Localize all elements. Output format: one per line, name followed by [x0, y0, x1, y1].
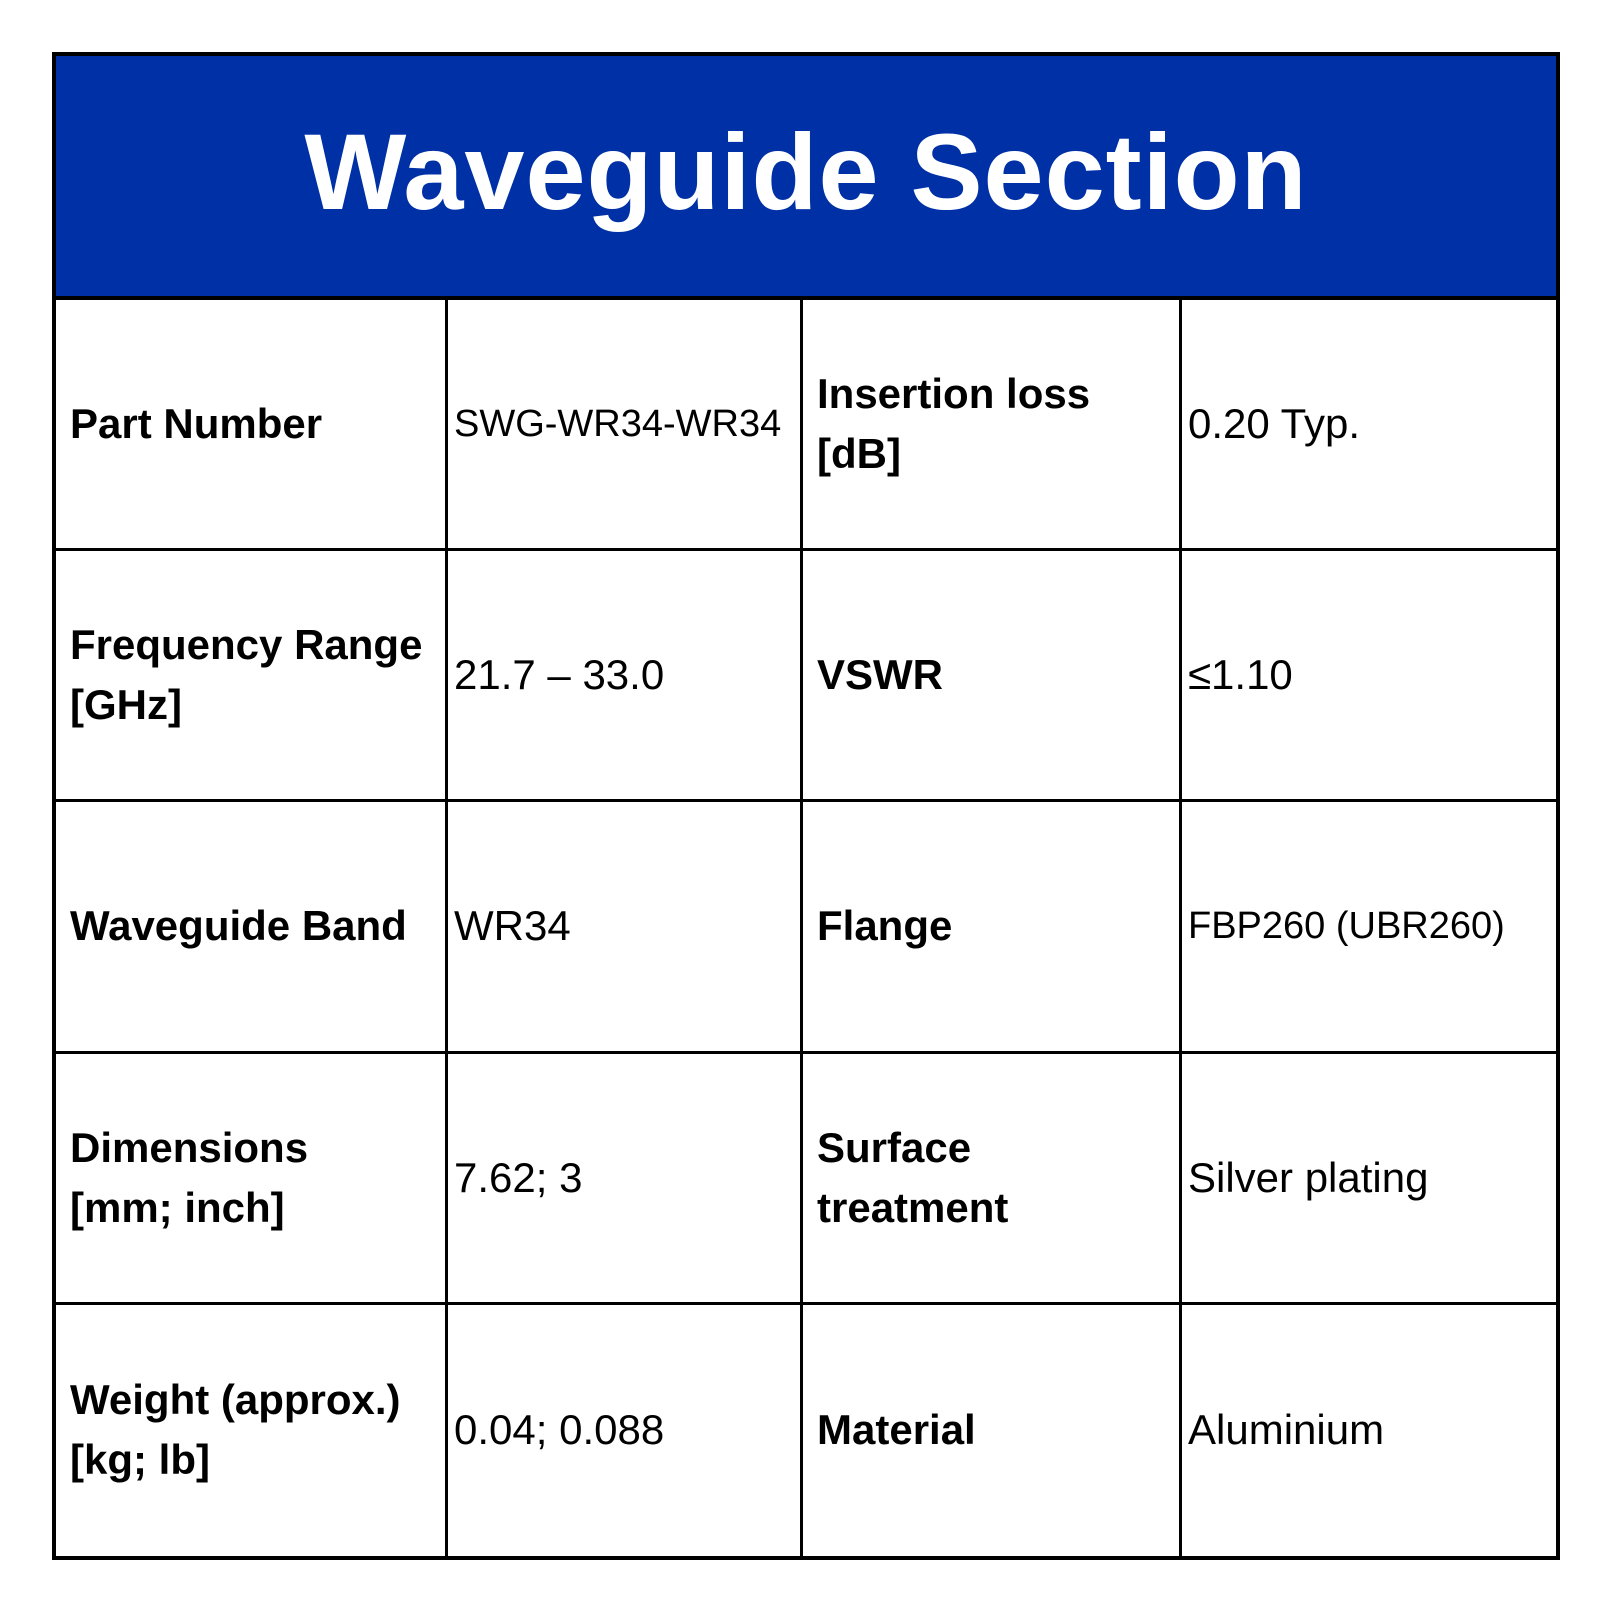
spec-label-material [803, 1305, 1182, 1556]
label-text: Insertion loss [dB] [817, 370, 1091, 478]
spec-label-waveguide-band [56, 802, 448, 1053]
spec-label-vswr [803, 551, 1182, 802]
label-text: VSWR [817, 651, 943, 699]
spec-label-frequency-range [56, 551, 448, 802]
label-text: Flange [817, 902, 953, 950]
label-text: Frequency Range [GHz] [70, 621, 423, 729]
spec-value-surface-treatment: Silver plating [1182, 1054, 1556, 1305]
page-title: Waveguide Section [304, 111, 1308, 232]
label-text: Dimensions [mm; inch] [70, 1123, 309, 1231]
spec-value-waveguide-band: WR34 [448, 802, 803, 1053]
spec-sheet-card [52, 52, 1560, 1560]
spec-label-surface-treatment [803, 1054, 1182, 1305]
label-text: Waveguide Band [70, 902, 407, 950]
spec-table [56, 300, 1556, 1556]
label-text: Surface treatment [817, 1123, 1009, 1231]
label-text: Part Number [70, 400, 323, 448]
spec-label-flange [803, 802, 1182, 1053]
spec-value-insertion-loss: 0.20 Typ. [1182, 300, 1556, 551]
spec-label-dimensions [56, 1054, 448, 1305]
spec-value-flange: FBP260 (UBR260) [1182, 802, 1556, 1053]
spec-value-vswr: ≤1.10 [1182, 551, 1556, 802]
spec-label-weight [56, 1305, 448, 1556]
label-text: Material [817, 1406, 976, 1454]
spec-value-dimensions: 7.62; 3 [448, 1054, 803, 1305]
spec-label-insertion-loss [803, 300, 1182, 551]
spec-value-material: Aluminium [1188, 1406, 1385, 1454]
spec-value-part-number: SWG-WR34-WR34 [448, 300, 803, 551]
title-bar [56, 56, 1556, 300]
spec-value-frequency-range: 21.7 – 33.0 [448, 551, 803, 802]
label-text: Weight (approx.) [kg; lb] [70, 1376, 401, 1484]
spec-label-part-number [56, 300, 448, 551]
spec-value-weight: 0.04; 0.088 [448, 1305, 803, 1556]
